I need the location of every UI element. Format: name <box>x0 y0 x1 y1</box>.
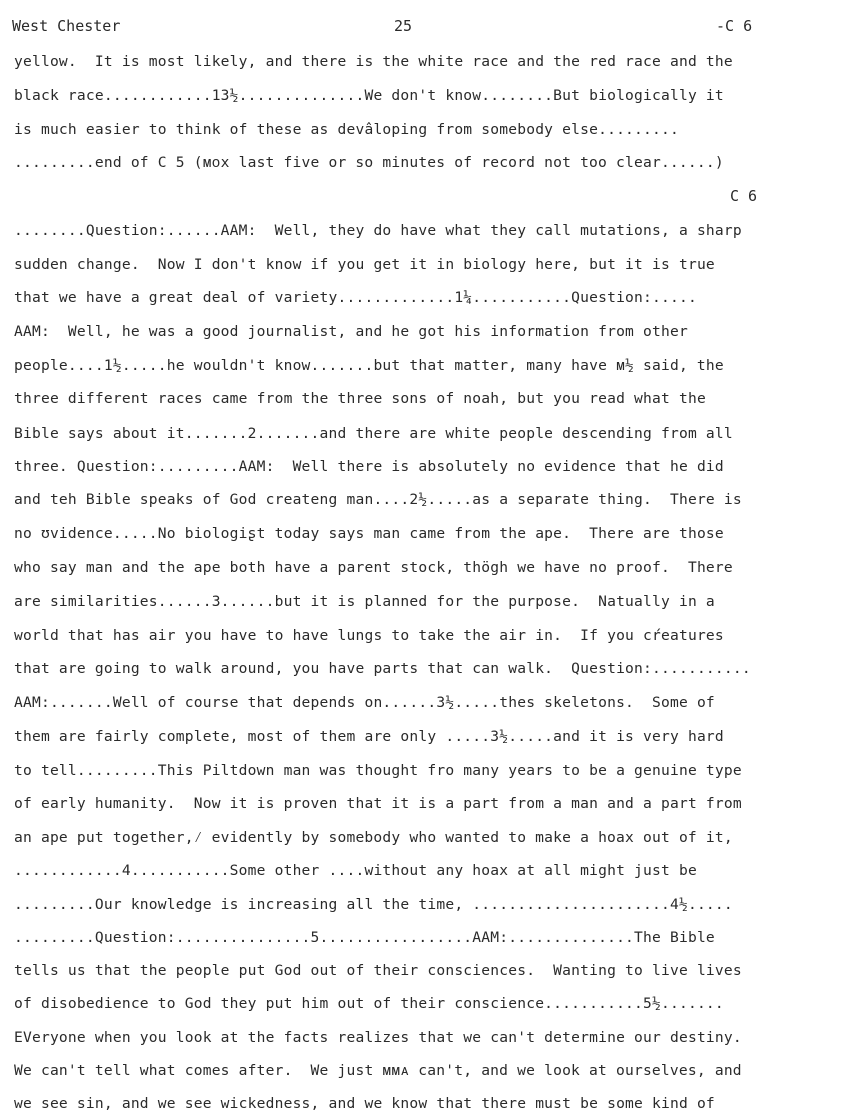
text-line-19: AAM:.......Well of course that depends on......3½.....thes skeletons. Some of <box>14 694 715 711</box>
text-line-10: three different races came from the three sons of noah, but you read what the <box>14 390 706 407</box>
text-line-7: that we have a great deal of variety.............1¼...........Question:..... <box>14 289 697 306</box>
text-line-31: we see sin, and we see wickedness, and we know that there must be some kind of <box>14 1095 715 1112</box>
text-line-1: yellow. It is most likely, and there is the white race and the red race and the <box>14 53 733 70</box>
text-line-20: them are fairly complete, most of them are only .....3½.....and it is very hard <box>14 728 724 745</box>
text-line-3: is much easier to think of these as devâloping from somebody else......... <box>14 121 679 138</box>
text-line-22: of early humanity. Now it is proven that it is a part from a man and a part from <box>14 795 742 812</box>
section-code: -C 6 <box>716 17 753 35</box>
text-line-14: no ʊvidence.....No biologiʂt today says man came from the ape. There are those <box>14 525 724 542</box>
text-line-4: .........end of C 5 (ᴍᴏx last five or so minutes of record not too clear......) <box>14 154 724 171</box>
text-line-17: world that has air you have to have lungs to take the air in. If you cŕeatures <box>14 627 724 644</box>
text-line-2: black race............13½..............We don't know........But biologically it <box>14 87 724 104</box>
text-line-24: ............4...........Some other ....without any hoax at all might just be <box>14 862 697 879</box>
text-line-21: to tell.........This Piltdown man was thought fro many years to be a genuine type <box>14 762 742 779</box>
text-line-29: EVeryone when you look at the facts realizes that we can't determine our destiny. <box>14 1029 742 1046</box>
text-line-13: and teh Bible speaks of God createng man....2½.....as a separate thing. There is <box>14 491 742 508</box>
text-line-9: people....1½.....he wouldn't know.......but that matter, many have ᴍ½ said, the <box>14 357 724 374</box>
section-marker: C 6 <box>730 187 758 205</box>
text-line-26: .........Question:...............5.................AAM:..............The Bible <box>14 929 715 946</box>
text-line-15: who say man and the ape both have a parent stock, thögh we have no proof. There <box>14 559 733 576</box>
text-line-18: that are going to walk around, you have parts that can walk. Question:........... <box>14 660 751 677</box>
text-line-27: tells us that the people put God out of their consciences. Wanting to live lives <box>14 962 742 979</box>
text-line-6: sudden change. Now I don't know if you get it in biology here, but it is true <box>14 256 715 273</box>
text-line-30: We can't tell what comes after. We just ᴍᴍᴀ can't, and we look at ourselves, and <box>14 1062 742 1079</box>
header-location: West Chester <box>12 17 121 35</box>
text-line-11: Bible says about it.......2.......and there are white people descending from all <box>14 425 733 442</box>
text-line-8: AAM: Well, he was a good journalist, and he got his information from other <box>14 323 688 340</box>
page-number: 25 <box>394 17 413 35</box>
text-line-23: an ape put together,⁄ evidently by somebody who wanted to make a hoax out of it, <box>14 829 733 846</box>
page-header <box>12 17 852 39</box>
text-line-5: ........Question:......AAM: Well, they do have what they call mutations, a sharp <box>14 222 742 239</box>
text-line-12: three. Question:.........AAM: Well there is absolutely no evidence that he did <box>14 458 724 475</box>
text-line-16: are similarities......3......but it is planned for the purpose. Natually in a <box>14 593 715 610</box>
text-line-25: .........Our knowledge is increasing all the time, ......................4½..... <box>14 896 733 913</box>
text-line-28: of disobedience to God they put him out of their conscience...........5½....... <box>14 995 724 1012</box>
